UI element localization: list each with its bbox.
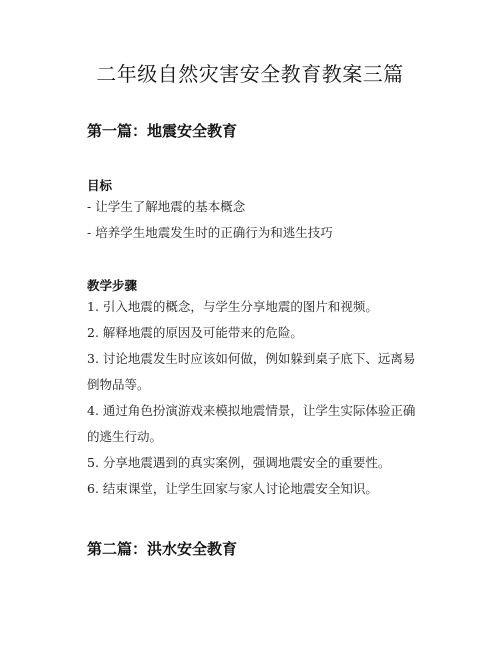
step-item: 6. 结束课堂，让学生回家与家人讨论地震安全知识。 [87, 481, 378, 496]
section-heading-flood: 第二篇：洪水安全教育 [87, 540, 238, 558]
step-item: 4. 通过角色扮演游戏来模拟地震情景，让学生实际体验正确的逃生行动。 [87, 403, 416, 444]
objective-item: - 培养学生地震发生时的正确行为和逃生技巧 [87, 225, 333, 240]
document-title: 二年级自然灾害安全教育教案三篇 [96, 62, 404, 86]
step-item: 1. 引入地震的概念，与学生分享地震的图片和视频。 [87, 299, 378, 314]
step-item: 3. 讨论地震发生时应该如何做，例如躲到桌子底下、远离易倒物品等。 [87, 351, 416, 392]
section-heading-earthquake: 第一篇：地震安全教育 [87, 122, 238, 140]
step-item: 5. 分享地震遇到的真实案例，强调地震安全的重要性。 [87, 455, 391, 470]
objective-item: - 让学生了解地震的基本概念 [87, 199, 246, 214]
objectives-heading: 目标 [87, 178, 113, 193]
steps-heading: 教学步骤 [87, 278, 138, 293]
step-item: 2. 解释地震的原因及可能带来的危险。 [87, 325, 303, 340]
